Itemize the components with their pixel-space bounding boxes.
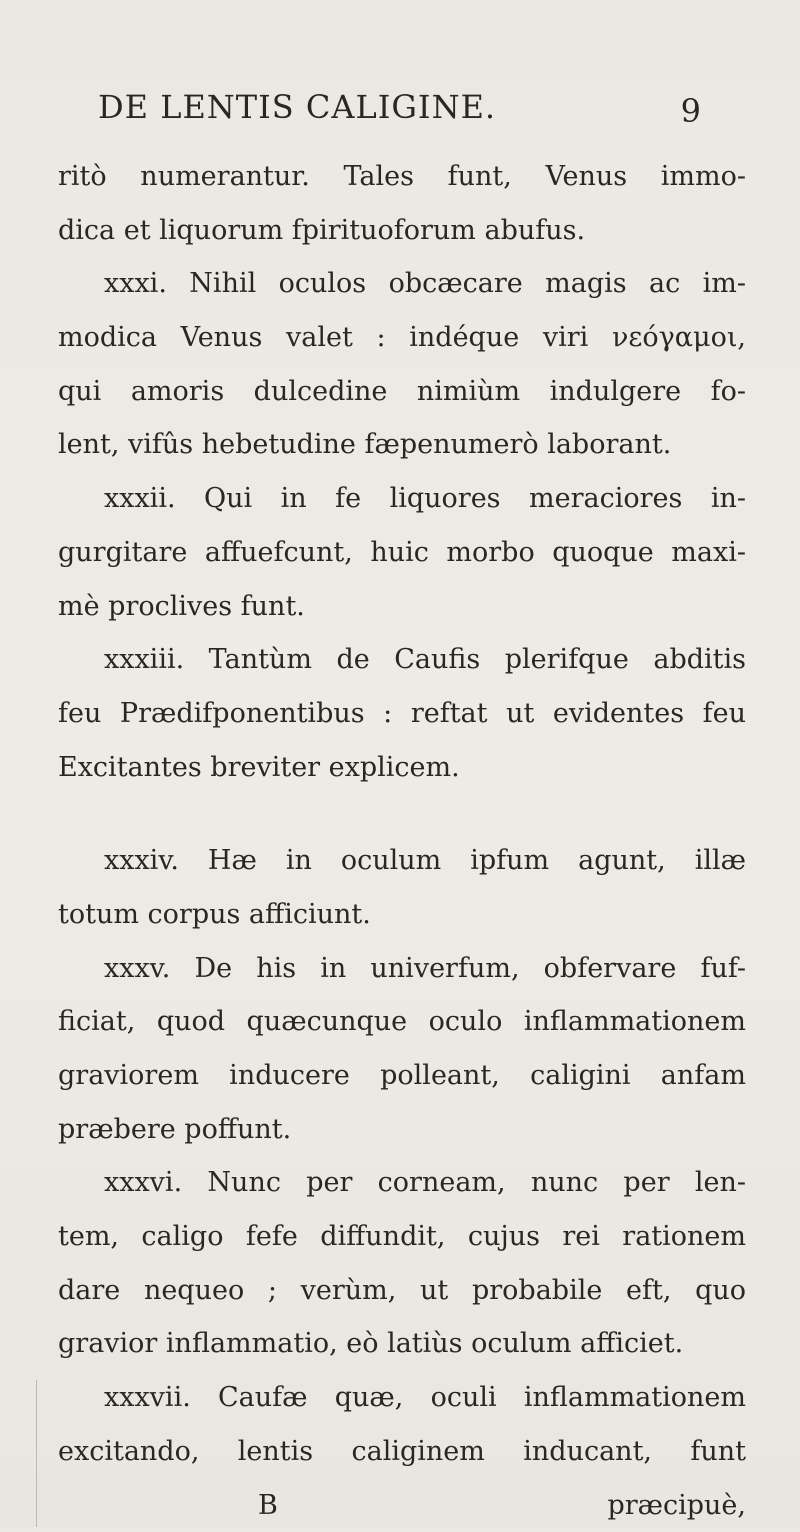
paragraph-xxxv-start: xxxv. De his in univerfum, obfervare fuf- (58, 942, 746, 996)
text-line: gravior inflammatio, eò latiùs oculum afficiet. (58, 1317, 746, 1371)
text-line: præbere poffunt. (58, 1103, 746, 1157)
text-line: graviorem inducere polleant, caligini anfam (58, 1049, 746, 1103)
text-line: ritò numerantur. Tales funt, Venus immo- (58, 150, 746, 204)
text-line: lent, vifûs hebetudine fæpenumerò laborant. (58, 418, 746, 472)
text-line: totum corpus afficiunt. (58, 888, 746, 942)
paragraph-xxxiii-start: xxxiii. Tantùm de Caufis plerifque abditis (58, 633, 746, 687)
catchline (58, 1479, 746, 1532)
running-title: DE LENTIS CALIGINE. (98, 88, 496, 126)
text-line: dica et liquorum fpirituoforum abufus. (58, 204, 746, 258)
paper-edge-line (36, 1380, 37, 1527)
text-line: Excitantes breviter explicem. (58, 741, 746, 795)
text-line: modica Venus valet : indéque viri νεόγαμοι, (58, 311, 746, 365)
text-line: mè proclives funt. (58, 580, 746, 634)
section-gap (58, 794, 746, 834)
paragraph-xxxvii-start: xxxvii. Caufæ quæ, oculi inflammationem (58, 1371, 746, 1425)
paragraph-xxxi-start: xxxi. Nihil oculos obcæcare magis ac im- (58, 257, 746, 311)
paragraph-xxxiv-start: xxxiv. Hæ in oculum ipfum agunt, illæ (58, 834, 746, 888)
text-line: tem, caligo fefe diffundit, cujus rei rationem (58, 1210, 746, 1264)
text-line: qui amoris dulcedine nimiùm indulgere fo- (58, 365, 746, 419)
text-line: dare nequeo ; verùm, ut probabile eft, quo (58, 1264, 746, 1318)
catchword: præcipuè, (607, 1479, 746, 1532)
text-line: excitando, lentis caliginem inducant, funt (58, 1425, 746, 1479)
paragraph-xxxvi-start: xxxvi. Nunc per corneam, nunc per len- (58, 1156, 746, 1210)
paragraph-xxxii-start: xxxii. Qui in fe liquores meraciores in- (58, 472, 746, 526)
body-text (58, 150, 746, 1532)
text-line: ficiat, quod quæcunque oculo inflammationem (58, 995, 746, 1049)
page-number: 9 (681, 92, 701, 130)
page-header (98, 88, 698, 138)
signature-mark: B (258, 1479, 278, 1532)
text-line: gurgitare affuefcunt, huic morbo quoque maxi- (58, 526, 746, 580)
text-line: feu Prædifponentibus : reftat ut evidentes feu (58, 687, 746, 741)
